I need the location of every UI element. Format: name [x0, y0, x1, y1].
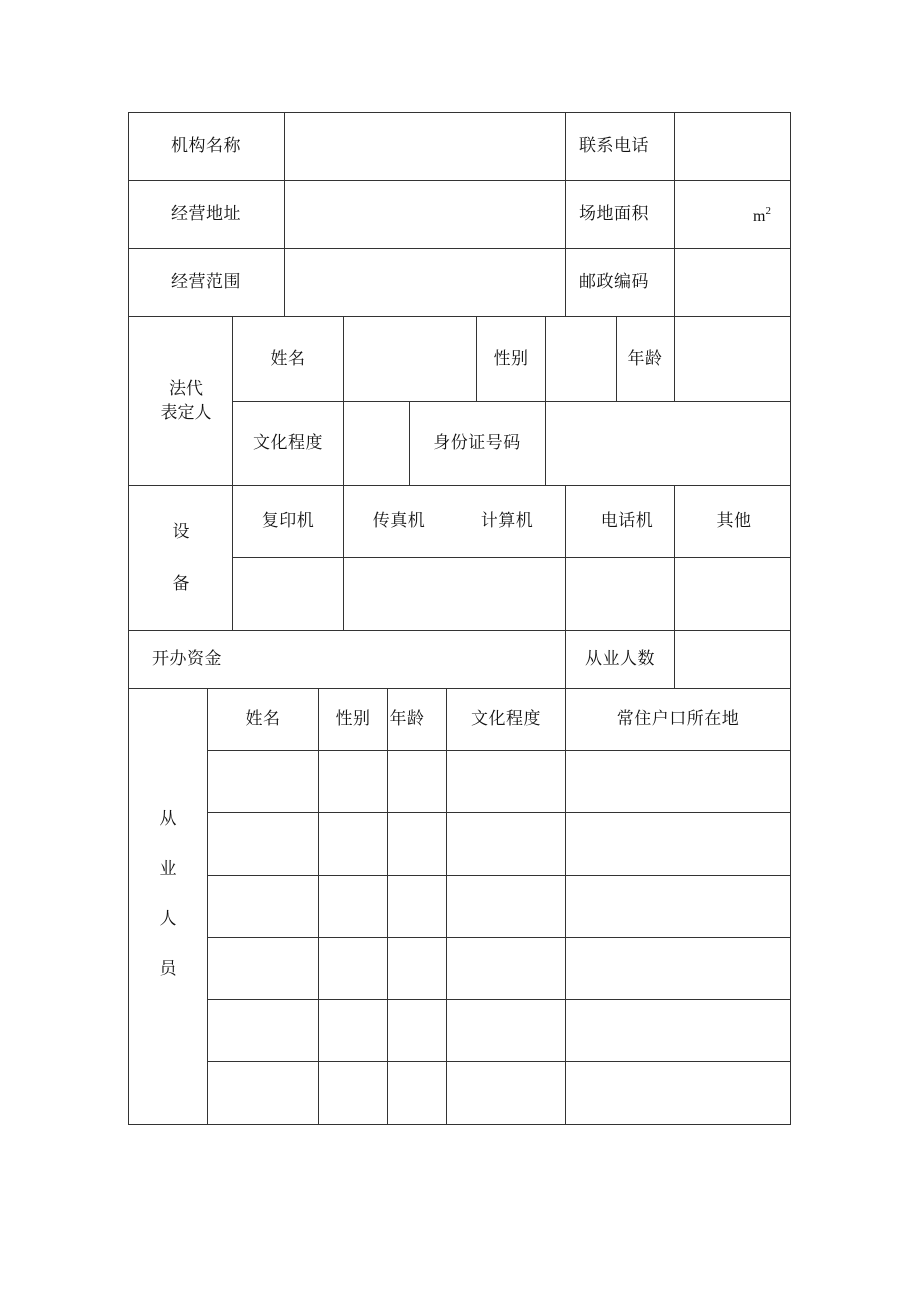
area-field[interactable] [675, 181, 790, 248]
equipment-label-line2: 备 [172, 574, 190, 594]
staff-header-residence: 常住户口所在地 [616, 709, 740, 729]
staff-cell[interactable] [447, 938, 565, 999]
staff-label-char: 人 [159, 909, 177, 929]
computer-label: 计算机 [480, 511, 534, 531]
staff-cell[interactable] [447, 1000, 565, 1061]
staff-label-char: 业 [159, 859, 177, 879]
staff-label [160, 794, 177, 994]
employee-count-label: 从业人数 [585, 649, 655, 669]
employee-count-field[interactable] [675, 631, 790, 688]
legal-rep-label [161, 377, 212, 425]
area-unit-base: m [753, 208, 766, 225]
staff-header-gender: 性别 [335, 709, 371, 729]
staff-cell[interactable] [566, 876, 790, 937]
staff-cell[interactable] [208, 751, 318, 812]
staff-cell[interactable] [319, 938, 387, 999]
staff-cell[interactable] [566, 813, 790, 875]
legal-rep-label-line2: 表定人 [160, 403, 212, 423]
scope-field[interactable] [285, 249, 565, 316]
legal-rep-education-label: 文化程度 [253, 433, 323, 453]
staff-label-char: 员 [159, 959, 177, 979]
legal-rep-label-line1: 法代 [169, 379, 203, 399]
staff-cell[interactable] [566, 1062, 790, 1124]
copier-field[interactable] [233, 558, 343, 630]
staff-cell[interactable] [388, 938, 446, 999]
staff-label-char: 从 [159, 809, 177, 829]
legal-rep-id-label: 身份证号码 [433, 433, 521, 453]
staff-cell[interactable] [566, 751, 790, 812]
staff-cell[interactable] [208, 938, 318, 999]
legal-rep-gender-field[interactable] [546, 317, 616, 401]
staff-cell[interactable] [566, 1000, 790, 1061]
legal-rep-education-field[interactable] [344, 402, 409, 485]
telephone-field[interactable] [566, 558, 674, 630]
org-name-field[interactable] [285, 113, 565, 180]
area-unit-exponent: 2 [765, 205, 771, 217]
staff-cell[interactable] [208, 1000, 318, 1061]
address-field[interactable] [285, 181, 565, 248]
phone-label: 联系电话 [579, 136, 649, 156]
staff-header-name: 姓名 [245, 709, 281, 729]
staff-cell[interactable] [319, 1062, 387, 1124]
staff-cell[interactable] [388, 1000, 446, 1061]
other-equipment-field[interactable] [675, 558, 790, 630]
staff-cell[interactable] [319, 813, 387, 875]
scope-label: 经营范围 [171, 272, 241, 292]
startup-funds-label: 开办资金 [152, 649, 222, 669]
staff-cell[interactable] [208, 813, 318, 875]
legal-rep-age-field[interactable] [675, 317, 790, 401]
staff-cell[interactable] [388, 813, 446, 875]
area-unit [753, 201, 771, 227]
equipment-label-line1: 设 [172, 522, 190, 542]
staff-cell[interactable] [566, 938, 790, 999]
legal-rep-age-label: 年龄 [627, 349, 663, 369]
legal-rep-name-field[interactable] [344, 317, 476, 401]
staff-cell[interactable] [208, 876, 318, 937]
staff-cell[interactable] [388, 1062, 446, 1124]
staff-cell[interactable] [319, 1000, 387, 1061]
fax-label: 传真机 [372, 511, 426, 531]
legal-rep-id-field[interactable] [546, 402, 790, 485]
legal-rep-gender-label: 性别 [493, 349, 529, 369]
staff-header-education: 文化程度 [471, 709, 541, 729]
org-name-label: 机构名称 [171, 136, 241, 156]
fax-computer-field[interactable] [344, 558, 565, 630]
staff-cell[interactable] [319, 751, 387, 812]
postcode-field[interactable] [675, 249, 790, 316]
staff-cell[interactable] [319, 876, 387, 937]
staff-cell[interactable] [447, 813, 565, 875]
legal-rep-name-label: 姓名 [270, 349, 306, 369]
phone-field[interactable] [675, 113, 790, 180]
staff-header-age: 年龄 [389, 709, 425, 729]
postcode-label: 邮政编码 [579, 272, 649, 292]
staff-cell[interactable] [388, 876, 446, 937]
staff-cell[interactable] [388, 751, 446, 812]
address-label: 经营地址 [171, 204, 241, 224]
staff-cell[interactable] [447, 751, 565, 812]
staff-cell[interactable] [447, 876, 565, 937]
copier-label: 复印机 [261, 511, 315, 531]
staff-cell[interactable] [208, 1062, 318, 1124]
area-label: 场地面积 [579, 204, 649, 224]
staff-cell[interactable] [447, 1062, 565, 1124]
telephone-label: 电话机 [600, 511, 654, 531]
equipment-label [173, 506, 190, 610]
other-equipment-label: 其他 [716, 511, 752, 531]
